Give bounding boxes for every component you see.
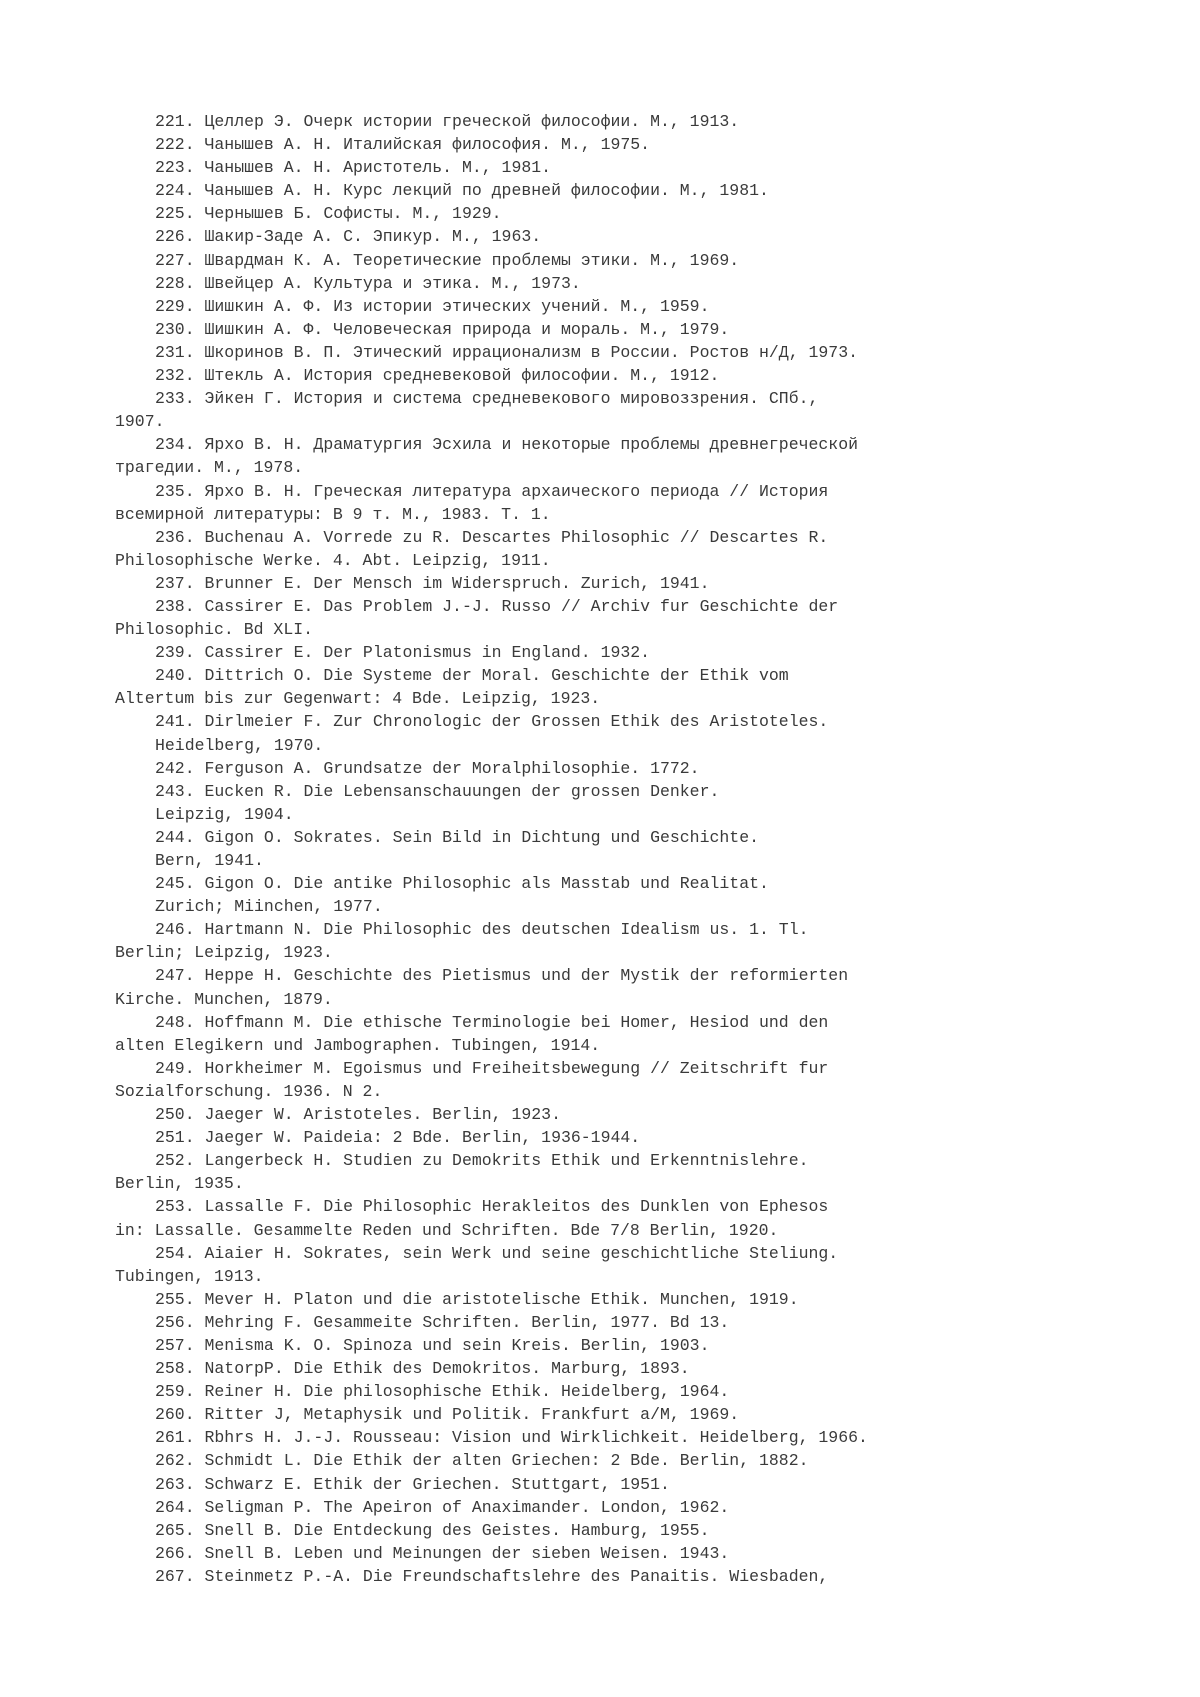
bibliography-entry: 224. Чанышев А. Н. Курс лекций по древней философии. М., 1981. <box>155 181 769 201</box>
bibliography-entry: 230. Шишкин А. Ф. Человеческая природа и мораль. М., 1979. <box>155 319 730 339</box>
bibliography-entry: 261. Rbhrs H. J.-J. Rousseau: Vision und Wirklichkeit. Heidelberg, 1966. <box>155 1428 868 1448</box>
bibliography-entry: 239. Cassirer E. Der Platonismus in England. 1932. <box>155 643 651 663</box>
bibliography-entry: 257. Menisma K. O. Spinoza und sein Kreis. Berlin, 1903. <box>155 1335 710 1355</box>
bibliography-entry: 254. Aiaier H. Sokrates, sein Werk und seine geschichtliche Steliung. <box>155 1243 839 1263</box>
bibliography-entry: 222. Чанышев А. Н. Италийская философия. М., 1975. <box>155 135 651 155</box>
bibliography-entry: 246. Hartmann N. Die Philosophic des deutschen Idealism us. 1. Tl. <box>155 920 809 940</box>
bibliography-entry: 255. Mever H. Platon und die aristotelische Ethik. Munchen, 1919. <box>155 1289 799 1309</box>
bibliography-entry: 262. Schmidt L. Die Ethik der alten Griechen: 2 Bde. Berlin, 1882. <box>155 1451 809 1471</box>
bibliography-entry: 238. Cassirer E. Das Problem J.-J. Russo // Archiv fur Geschichte der <box>155 596 839 616</box>
bibliography-entry: 227. Швардман К. А. Теоретические проблемы этики. М., 1969. <box>155 250 740 270</box>
bibliography-entry: 266. Snell B. Leben und Meinungen der sieben Weisen. 1943. <box>155 1543 730 1563</box>
bibliography-entry: 267. Steinmetz P.-A. Die Freundschaftslehre des Panaitis. Wiesbaden, <box>155 1566 829 1586</box>
bibliography-entry: 247. Heppe H. Geschichte des Pietismus und der Mystik der reformierten <box>155 966 849 986</box>
bibliography-entry-continuation: Altertum bis zur Gegenwart: 4 Bde. Leipzig, 1923. <box>115 689 601 709</box>
bibliography-entry: 258. NatorpP. Die Ethik des Demokritos. Marburg, 1893. <box>155 1359 690 1379</box>
bibliography-entry: 233. Эйкен Г. История и система средневекового мировоззрения. СПб., <box>155 389 819 409</box>
bibliography-entry-continuation: Sozialforschung. 1936. N 2. <box>115 1081 383 1101</box>
bibliography-entry: 259. Reiner H. Die philosophische Ethik. Heidelberg, 1964. <box>155 1382 730 1402</box>
bibliography-entry-continuation: Heidelberg, 1970. <box>155 735 324 755</box>
bibliography-entry: 229. Шишкин А. Ф. Из истории этических учений. М., 1959. <box>155 296 710 316</box>
bibliography-entry-continuation: 1907. <box>115 412 165 432</box>
bibliography-entry: 253. Lassalle F. Die Philosophic Herakleitos des Dunklen von Ephesos <box>155 1197 829 1217</box>
bibliography-entry-continuation: in: Lassalle. Gesammelte Reden und Schriften. Bde 7/8 Berlin, 1920. <box>115 1220 779 1240</box>
bibliography-entry: 263. Schwarz E. Ethik der Griechen. Stuttgart, 1951. <box>155 1474 670 1494</box>
bibliography-entry-continuation: всемирной литературы: В 9 т. М., 1983. Т. 1. <box>115 504 551 524</box>
bibliography-entry: 242. Ferguson A. Grundsatze der Moralphilosophie. 1772. <box>155 758 700 778</box>
bibliography-entry-continuation: Tubingen, 1913. <box>115 1266 264 1286</box>
bibliography-entry-continuation: Kirche. Munchen, 1879. <box>115 989 333 1009</box>
bibliography-entry: 228. Швейцер А. Культура и этика. М., 1973. <box>155 273 581 293</box>
bibliography-entry: 226. Шакир-Заде А. С. Эпикур. М., 1963. <box>155 227 542 247</box>
bibliography-entry: 243. Eucken R. Die Lebensanschauungen der grossen Denker. <box>155 781 720 801</box>
bibliography-entry-continuation: Philosophische Werke. 4. Abt. Leipzig, 1911. <box>115 550 551 570</box>
bibliography-entry: 251. Jaeger W. Paideia: 2 Bde. Berlin, 1936-1944. <box>155 1128 641 1148</box>
bibliography-entry: 256. Mehring F. Gesammeite Schriften. Berlin, 1977. Bd 13. <box>155 1312 730 1332</box>
bibliography-entry-continuation: alten Elegikern und Jambographen. Tubingen, 1914. <box>115 1035 601 1055</box>
bibliography-entry: 240. Dittrich O. Die Systeme der Moral. Geschichte der Ethik vom <box>155 666 789 686</box>
bibliography-entry: 250. Jaeger W. Aristoteles. Berlin, 1923. <box>155 1105 561 1125</box>
bibliography-entry-continuation: Leipzig, 1904. <box>155 804 294 824</box>
bibliography-entry: 234. Ярхо В. Н. Драматургия Эсхила и некоторые проблемы древнегреческой <box>155 435 859 455</box>
bibliography-entry-continuation: Bern, 1941. <box>155 851 264 870</box>
bibliography-entry-continuation: Berlin, 1935. <box>115 1174 244 1194</box>
bibliography-entry: 221. Целлер Э. Очерк истории греческой философии. М., 1913. <box>155 112 740 131</box>
bibliography-entry-continuation: Berlin; Leipzig, 1923. <box>115 943 333 963</box>
bibliography-entry: 249. Horkheimer M. Egoismus und Freiheitsbewegung // Zeitschrift fur <box>155 1058 829 1078</box>
bibliography-entry: 223. Чанышев А. Н. Аристотель. М., 1981. <box>155 158 552 178</box>
bibliography-entry: 225. Чернышев Б. Софисты. М., 1929. <box>155 204 502 224</box>
bibliography-entry-continuation: Philosophic. Bd XLI. <box>115 620 314 640</box>
bibliography-entry: 241. Dirlmeier F. Zur Chronologic der Grossen Ethik des Aristoteles. <box>155 712 829 732</box>
bibliography-entry: 232. Штекль А. История средневековой философии. М., 1912. <box>155 366 720 386</box>
bibliography-entry: 264. Seligman P. The Apeiron of Anaximander. London, 1962. <box>155 1497 730 1517</box>
bibliography-entry-continuation: Zurich; Miinchen, 1977. <box>155 897 383 917</box>
bibliography-entry: 245. Gigon O. Die antike Philosophic als Masstab und Realitat. <box>155 874 769 894</box>
bibliography-entry: 235. Ярхо В. Н. Греческая литература архаического периода // История <box>155 481 829 501</box>
bibliography-entry: 237. Brunner E. Der Mensch im Widerspruch. Zurich, 1941. <box>155 573 710 593</box>
bibliography-entry: 244. Gigon O. Sokrates. Sein Bild in Dichtung und Geschichte. <box>155 827 759 847</box>
bibliography-entry-continuation: трагедии. М., 1978. <box>115 458 304 478</box>
bibliography-list <box>115 110 1075 1588</box>
bibliography-entry: 252. Langerbeck H. Studien zu Demokrits Ethik und Erkenntnislehre. <box>155 1151 809 1171</box>
bibliography-entry: 248. Hoffmann M. Die ethische Terminologie bei Homer, Hesiod und den <box>155 1012 829 1032</box>
bibliography-entry: 265. Snell B. Die Entdeckung des Geistes. Hamburg, 1955. <box>155 1520 710 1540</box>
bibliography-entry: 231. Шкоринов В. П. Этический иррационализм в России. Ростов н/Д, 1973. <box>155 342 859 362</box>
bibliography-entry: 260. Ritter J, Metaphysik und Politik. Frankfurt a/M, 1969. <box>155 1405 740 1425</box>
bibliography-entry: 236. Buchenau A. Vorrede zu R. Descartes Philosophic // Descartes R. <box>155 527 829 547</box>
